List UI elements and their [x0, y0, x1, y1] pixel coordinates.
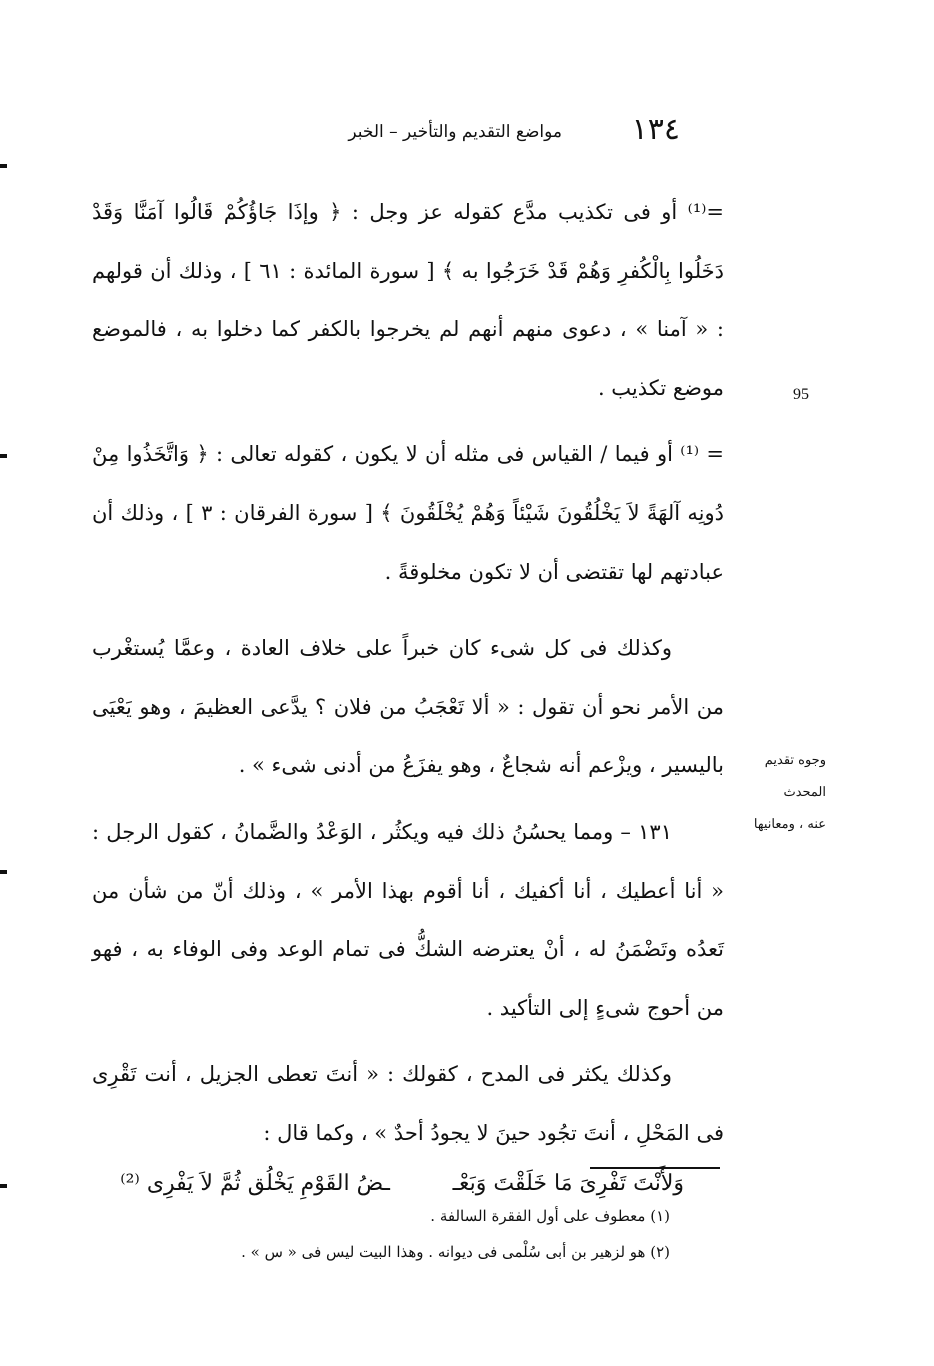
footnote: (٢) هو لزهير بن أبى سُلْمى فى ديوانه . وهذا البيت ليس فى « س » .	[241, 1243, 670, 1261]
edge-mark	[0, 164, 7, 168]
running-title: مواضع التقديم والتأخير – الخبر	[348, 122, 562, 142]
paragraph-unexpected: = ⁽¹⁾ أو فيما / القياس فى مثله أن لا يكون ، كقوله تعالى : ﴿ وَاتَّخَذُوا مِنْ دُونِه آلهَةً لاَ يَخْلُقُونَ شَيْئاً وَهُمْ يُخْلَقُونَ ﴾ [ سورة الفرقان : ٣ ] ، وذلك أن عبادتهم لها تقتضى أن لا تكون مخلوقةً .	[92, 442, 724, 584]
footnotes	[200, 1198, 670, 1270]
verse-first-hemistich: وَلأَنْتَ تَفْرِىَ مَا خَلَقْتَ وَبَعْـ	[452, 1170, 684, 1196]
side-heading-line: عنه ، ومعانيها	[753, 817, 826, 832]
footnote-separator	[590, 1167, 720, 1169]
verse-second-hemistich: ـضُ القَوْمِ يَخْلُق ثُمَّ لاَ يَفْرِى ⁽²⁾	[120, 1170, 390, 1196]
page-header	[290, 112, 680, 147]
margin-page-reference: 95	[793, 386, 809, 403]
page-number: ١٣٤	[631, 112, 680, 147]
side-heading-line: وجوه تقديم المحدث	[764, 753, 826, 800]
paragraph-praise: وكذلك يكثر فى المدح ، كقولك : « أنتَ تعطى الجزيل ، أنت تَقْرِى فى المَحْلِ ، أنتَ تجُود حينَ لا يجودُ أحدٌ » ، وكما قال :	[92, 1062, 724, 1145]
paragraph-131: ١٣١ – ومما يحسُنُ ذلك فيه ويكثُر ، الوَعْدُ والضَّمانُ ، كقول الرجل : « أنا أعطيك ، أنا أكفيك ، أنا أقوم بهذا الأمر » ، وذلك أنّ من شأن من تَعدُه وتَضْمَنُ له ، أنْ يعترضه الشكُّ فى تمام الوعد وفى الوفاء به ، فهو من أحوج شىءٍ إلى التأكيد .	[92, 819, 724, 1020]
edge-mark	[0, 454, 7, 458]
main-text	[92, 183, 724, 1219]
footnote: (١) معطوف على أول الفقرة السالفة .	[430, 1207, 670, 1225]
paragraph-unusual: وكذلك فى كل شىء كان خبراً على خلاف العادة ، وعمَّا يُستغْرب من الأمر نحو أن تقول : « ألا تَعْجَبُ من فلان ؟ يدَّعى العظيمَ ، وهو يَعْيَى باليسير ، ويزْعم أنه شجاعٌ ، وهو يفزَعُ من أدنى شىء » .	[92, 636, 724, 778]
side-heading	[748, 745, 826, 841]
paragraph-false-claim: =⁽¹⁾ أو فى تكذيب مدَّع كقوله عز وجل : ﴿ وإذَا جَاؤُكُمْ قَالُوا آمَنَّا وَقَدْ دَخَلُوا بِالْكُفرِ وَهُمْ قَدْ خَرَجُوا به ﴾ [ سورة المائدة : ٦١ ] ، وذلك أن قولهم : « آمنا » ، دعوى منهم أنهم لم يخرجوا بالكفر كما دخلوا به ، فالموضع موضع تكذيب .	[92, 200, 724, 400]
edge-mark	[0, 1184, 7, 1188]
edge-mark	[0, 870, 7, 874]
